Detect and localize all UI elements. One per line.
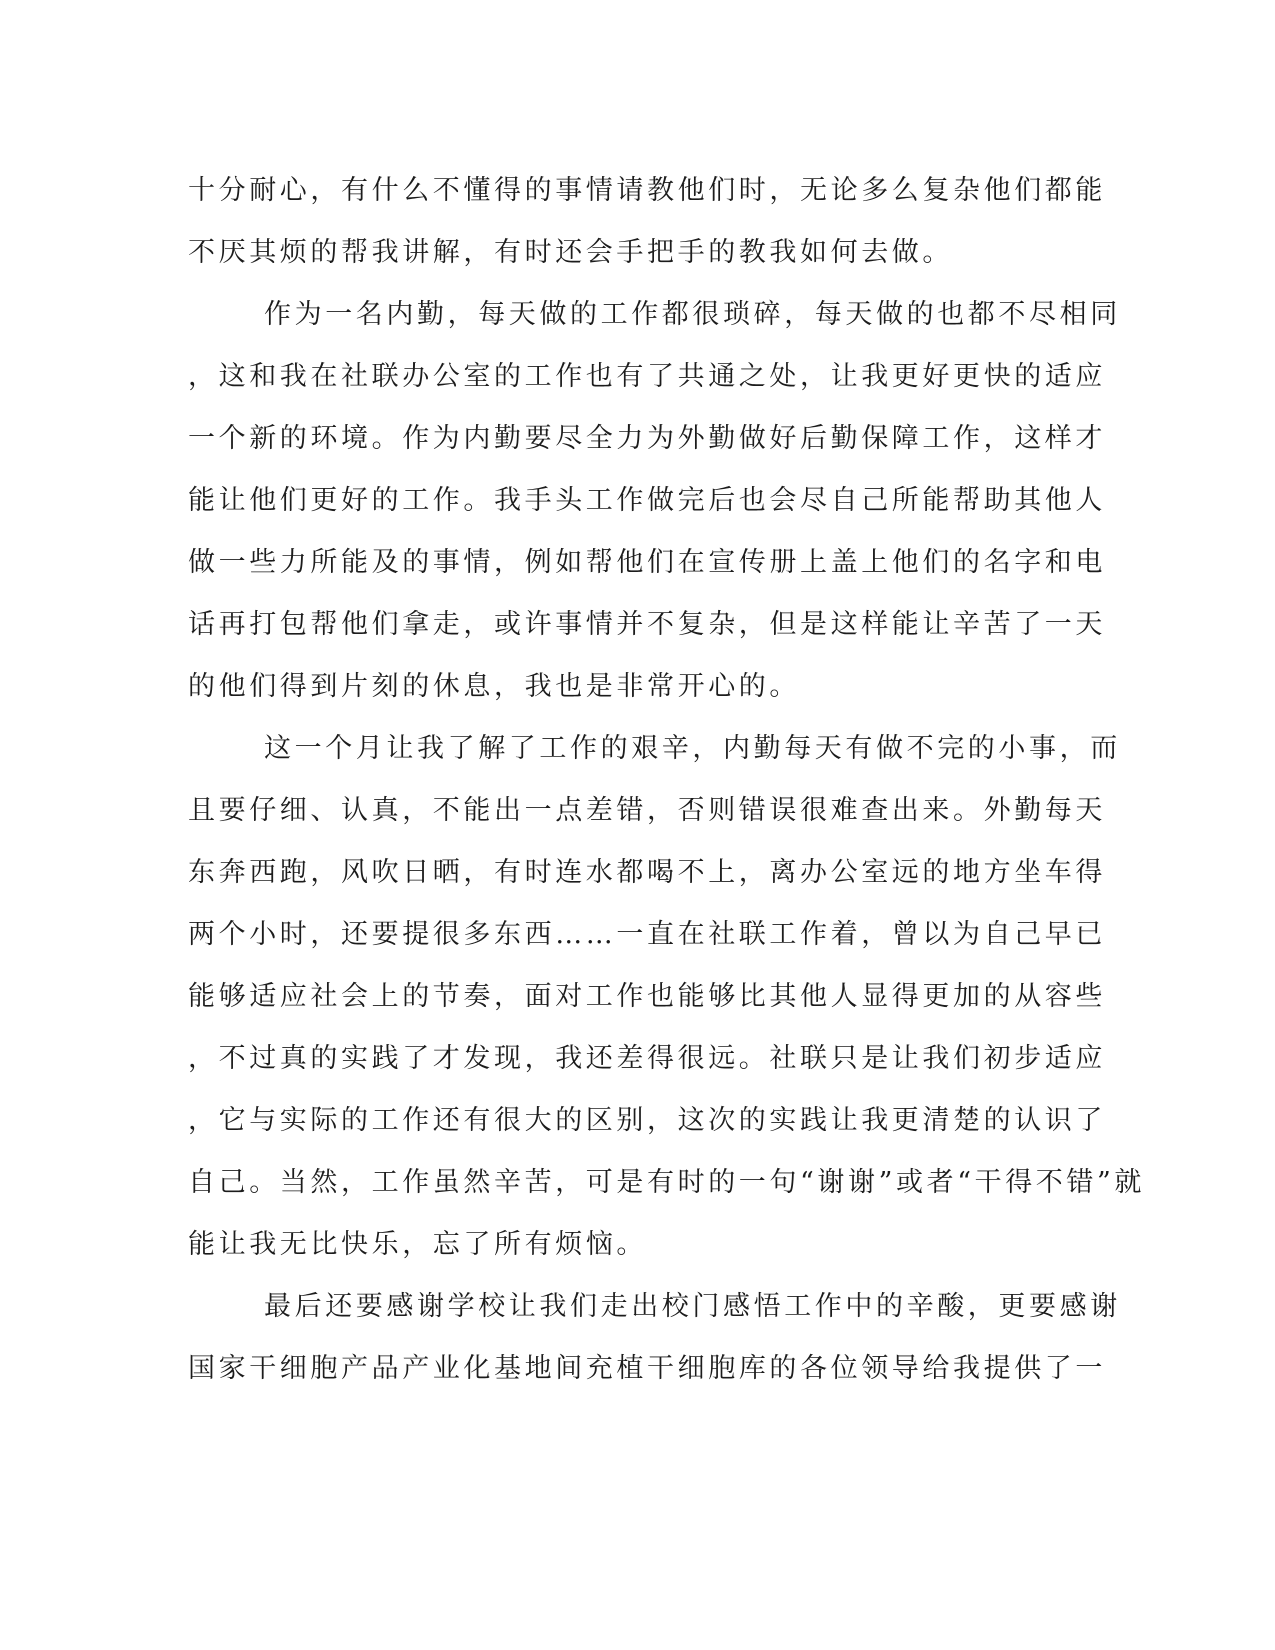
text-line: 不厌其烦的帮我讲解，有时还会手把手的教我如何去做。: [188, 237, 953, 268]
text-line: 国家干细胞产品产业化基地间充植干细胞库的各位领导给我提供了一: [188, 1353, 1106, 1384]
text-line: 能让他们更好的工作。我手头工作做完后也会尽自己所能帮助其他人: [188, 485, 1106, 516]
text-line: 能够适应社会上的节奏，面对工作也能够比其他人显得更加的从容些: [188, 981, 1106, 1012]
text-line: 话再打包帮他们拿走，或许事情并不复杂，但是这样能让辛苦了一天: [188, 609, 1106, 640]
text-line: ，这和我在社联办公室的工作也有了共通之处，让我更好更快的适应: [188, 361, 1106, 392]
text-line: 十分耐心，有什么不懂得的事情请教他们时，无论多么复杂他们都能: [188, 175, 1106, 206]
text-line: 两个小时，还要提很多东西……一直在社联工作着，曾以为自己早已: [188, 919, 1106, 950]
paragraph-start-line: 作为一名内勤，每天做的工作都很琐碎，每天做的也都不尽相同: [264, 299, 1121, 330]
body-text: [188, 160, 1146, 1400]
text-line: 一个新的环境。作为内勤要尽全力为外勤做好后勤保障工作，这样才: [188, 423, 1106, 454]
paragraph-start-line: 最后还要感谢学校让我们走出校门感悟工作中的辛酸，更要感谢: [264, 1291, 1121, 1322]
text-line: 的他们得到片刻的休息，我也是非常开心的。: [188, 671, 800, 702]
text-line: 能让我无比快乐，忘了所有烦恼。: [188, 1229, 647, 1260]
text-line: 自己。当然，工作虽然辛苦，可是有时的一句“谢谢”或者“干得不错”就: [188, 1167, 1146, 1198]
text-line: ，它与实际的工作还有很大的区别，这次的实践让我更清楚的认识了: [188, 1105, 1106, 1136]
text-line: 东奔西跑，风吹日晒，有时连水都喝不上，离办公室远的地方坐车得: [188, 857, 1106, 888]
text-line: ，不过真的实践了才发现，我还差得很远。社联只是让我们初步适应: [188, 1043, 1106, 1074]
paragraph-start-line: 这一个月让我了解了工作的艰辛，内勤每天有做不完的小事，而: [264, 733, 1121, 764]
text-line: 做一些力所能及的事情，例如帮他们在宣传册上盖上他们的名字和电: [188, 547, 1106, 578]
text-line: 且要仔细、认真，不能出一点差错，否则错误很难查出来。外勤每天: [188, 795, 1106, 826]
